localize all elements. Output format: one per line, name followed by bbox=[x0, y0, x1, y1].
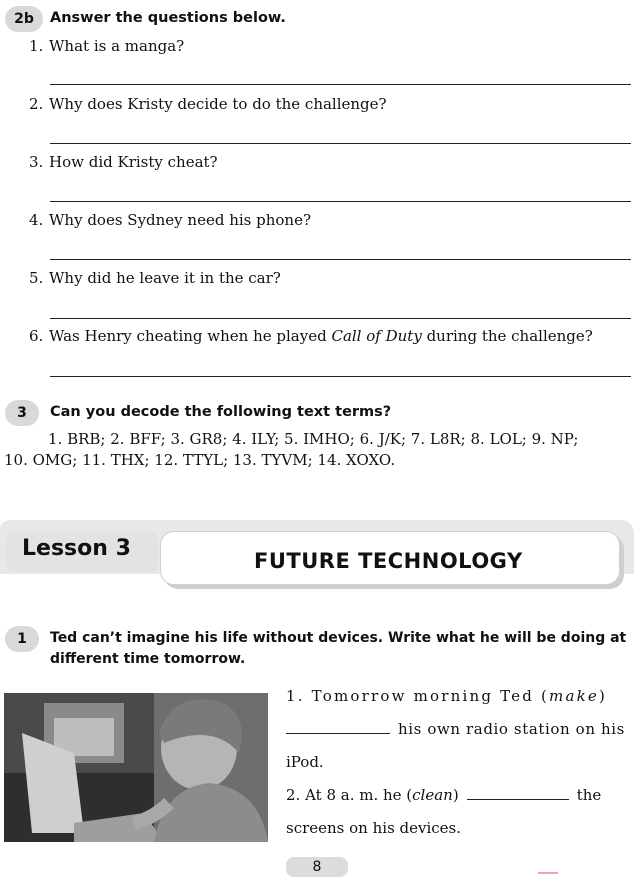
question-number: 6. bbox=[29, 327, 44, 345]
verb-hint: make bbox=[549, 687, 599, 705]
item-text: 1. Tomorrow morning Ted ( bbox=[286, 687, 550, 705]
question-number: 1. bbox=[29, 37, 44, 55]
task-3-title: Can you decode the following text terms? bbox=[50, 404, 392, 420]
task-badge-3: 3 bbox=[5, 400, 39, 426]
item-text: ) bbox=[598, 687, 608, 705]
decorative-mark bbox=[538, 872, 558, 874]
exercise-item-1-line-2 bbox=[286, 720, 625, 738]
question-5 bbox=[29, 269, 281, 287]
text-terms-line-1: 1. BRB; 2. BFF; 3. GR8; 4. ILY; 5. IMHO; 6. J/K; 7. L8R; 8. LOL; 9. NP; bbox=[48, 430, 579, 448]
item-text: ) bbox=[452, 786, 459, 804]
exercise-item-2-line-1 bbox=[286, 786, 601, 804]
task-2b-title: Answer the questions below. bbox=[50, 10, 286, 26]
question-number: 5. bbox=[29, 269, 44, 287]
answer-line-5[interactable] bbox=[50, 318, 631, 319]
item-text: the bbox=[576, 786, 602, 804]
task-1-title-line-1: Ted can’t imagine his life without devices. Write what he will be doing at bbox=[50, 630, 627, 646]
question-text: What is a manga? bbox=[49, 37, 185, 55]
question-text: Was Henry cheating when he played bbox=[49, 327, 332, 345]
question-1 bbox=[29, 37, 184, 55]
question-text: How did Kristy cheat? bbox=[49, 153, 218, 171]
boy-at-laptop-photo bbox=[4, 693, 268, 842]
task-badge-1: 1 bbox=[5, 626, 39, 652]
answer-blank-2[interactable] bbox=[467, 798, 569, 800]
lesson-label: Lesson 3 bbox=[22, 536, 131, 561]
question-text: Why did he leave it in the car? bbox=[49, 269, 281, 287]
text-terms-line-2: 10. OMG; 11. THX; 12. TTYL; 13. TYVM; 14. XOXO. bbox=[4, 451, 396, 469]
question-3 bbox=[29, 153, 218, 171]
item-text: 2. At 8 a. m. he ( bbox=[286, 786, 413, 804]
question-text-end: during the challenge? bbox=[421, 327, 593, 345]
exercise-item-1-line-1 bbox=[286, 687, 607, 705]
task-badge-2b: 2b bbox=[5, 6, 43, 32]
answer-blank-1[interactable] bbox=[286, 732, 390, 734]
question-2 bbox=[29, 95, 387, 113]
question-text: Why does Sydney need his phone? bbox=[49, 211, 312, 229]
question-6 bbox=[29, 327, 593, 345]
question-4 bbox=[29, 211, 311, 229]
answer-line-4[interactable] bbox=[50, 259, 631, 260]
question-number: 4. bbox=[29, 211, 44, 229]
verb-hint: clean bbox=[412, 786, 453, 804]
page-number: 8 bbox=[286, 857, 348, 877]
exercise-item-2-line-2: screens on his devices. bbox=[286, 819, 462, 837]
answer-line-3[interactable] bbox=[50, 201, 631, 202]
answer-line-2[interactable] bbox=[50, 143, 631, 144]
item-text: his own radio station on his bbox=[398, 720, 625, 738]
exercise-item-1-line-3: iPod. bbox=[286, 753, 324, 771]
answer-line-1[interactable] bbox=[50, 84, 631, 85]
game-title: Call of Duty bbox=[331, 327, 422, 345]
lesson-title: FUTURE TECHNOLOGY bbox=[254, 549, 523, 573]
answer-line-6[interactable] bbox=[50, 376, 631, 377]
question-number: 3. bbox=[29, 153, 44, 171]
question-number: 2. bbox=[29, 95, 44, 113]
question-text: Why does Kristy decide to do the challenge? bbox=[49, 95, 387, 113]
task-1-title-line-2: different time tomorrow. bbox=[50, 651, 246, 667]
